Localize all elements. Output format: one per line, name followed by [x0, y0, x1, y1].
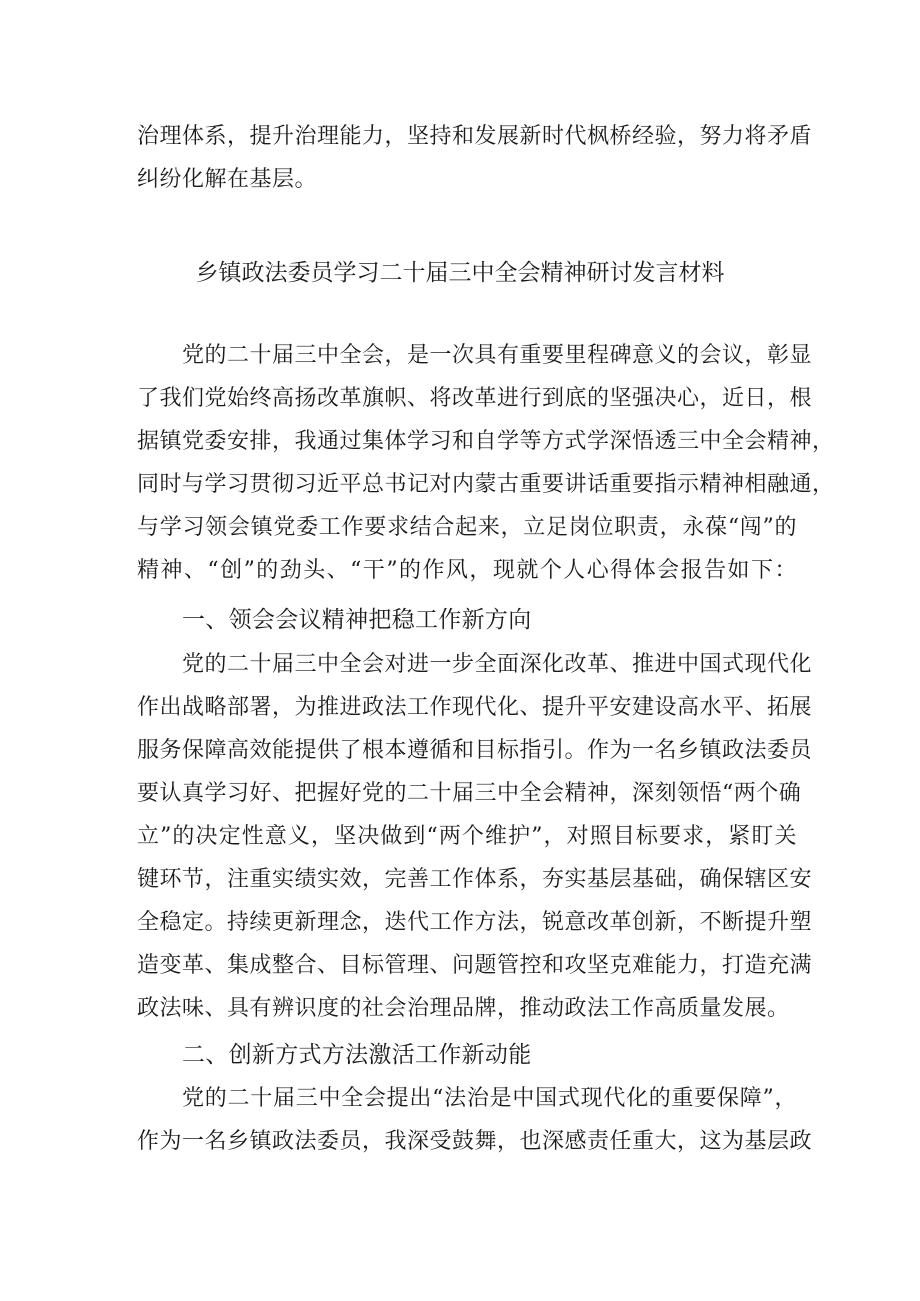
body-line: 党的二十届三中全会对进一步全面深化改革、推进中国式现代化: [182, 652, 813, 677]
body-line: 精神、“创”的劲头、“干”的作风，现就个人心得体会报告如下：: [137, 558, 797, 583]
section-heading: 一、领会会议精神把稳工作新方向: [182, 607, 532, 633]
body-line: 服务保障高效能提供了根本遵循和目标指引。作为一名乡镇政法委员: [137, 738, 813, 763]
document-title: 乡镇政法委员学习二十届三中全会精神研讨发言材料: [195, 260, 725, 286]
body-line: 作为一名乡镇政法委员，我深受鼓舞，也深感责任重大，这为基层政: [137, 1129, 813, 1154]
body-line: 纠纷化解在基层。: [137, 167, 318, 192]
body-line: 同时与学习贯彻习近平总书记对内蒙古重要讲话重要指示精神相融通，: [137, 472, 835, 497]
body-line: 造变革、集成整合、目标管理、问题管控和攻坚克难能力，打造充满: [137, 953, 813, 978]
body-line: 要认真学习好、把握好党的二十届三中全会精神，深刻领悟“两个确: [137, 781, 802, 806]
body-line: 作出战略部署，为推进政法工作现代化、提升平安建设高水平、拓展: [137, 695, 813, 720]
body-line: 与学习领会镇党委工作要求结合起来，立足岗位职责，永葆“闯”的: [137, 515, 797, 540]
body-line: 党的二十届三中全会提出“法治是中国式现代化的重要保障”，: [182, 1086, 797, 1111]
body-line: 据镇党委安排，我通过集体学习和自学等方式学深悟透三中全会精神，: [137, 429, 835, 454]
body-line: 了我们党始终高扬改革旗帜、将改革进行到底的坚强决心，近日，根: [137, 386, 813, 411]
body-line: 政法味、具有辨识度的社会治理品牌，推动政法工作高质量发展。: [137, 996, 790, 1021]
body-line: 党的二十届三中全会，是一次具有重要里程碑意义的会议，彰显: [182, 343, 813, 368]
body-line: 全稳定。持续更新理念，迭代工作方法，锐意改革创新，不断提升塑: [137, 910, 813, 935]
body-line: 立”的决定性意义，坚决做到“两个维护”，对照目标要求，紧盯关: [137, 824, 797, 849]
body-line: 治理体系，提升治理能力，坚持和发展新时代枫桥经验，努力将矛盾: [137, 124, 813, 149]
body-line: 键环节，注重实绩实效，完善工作体系，夯实基层基础，确保辖区安: [137, 867, 813, 892]
section-heading: 二、创新方式方法激活工作新动能: [182, 1042, 532, 1068]
